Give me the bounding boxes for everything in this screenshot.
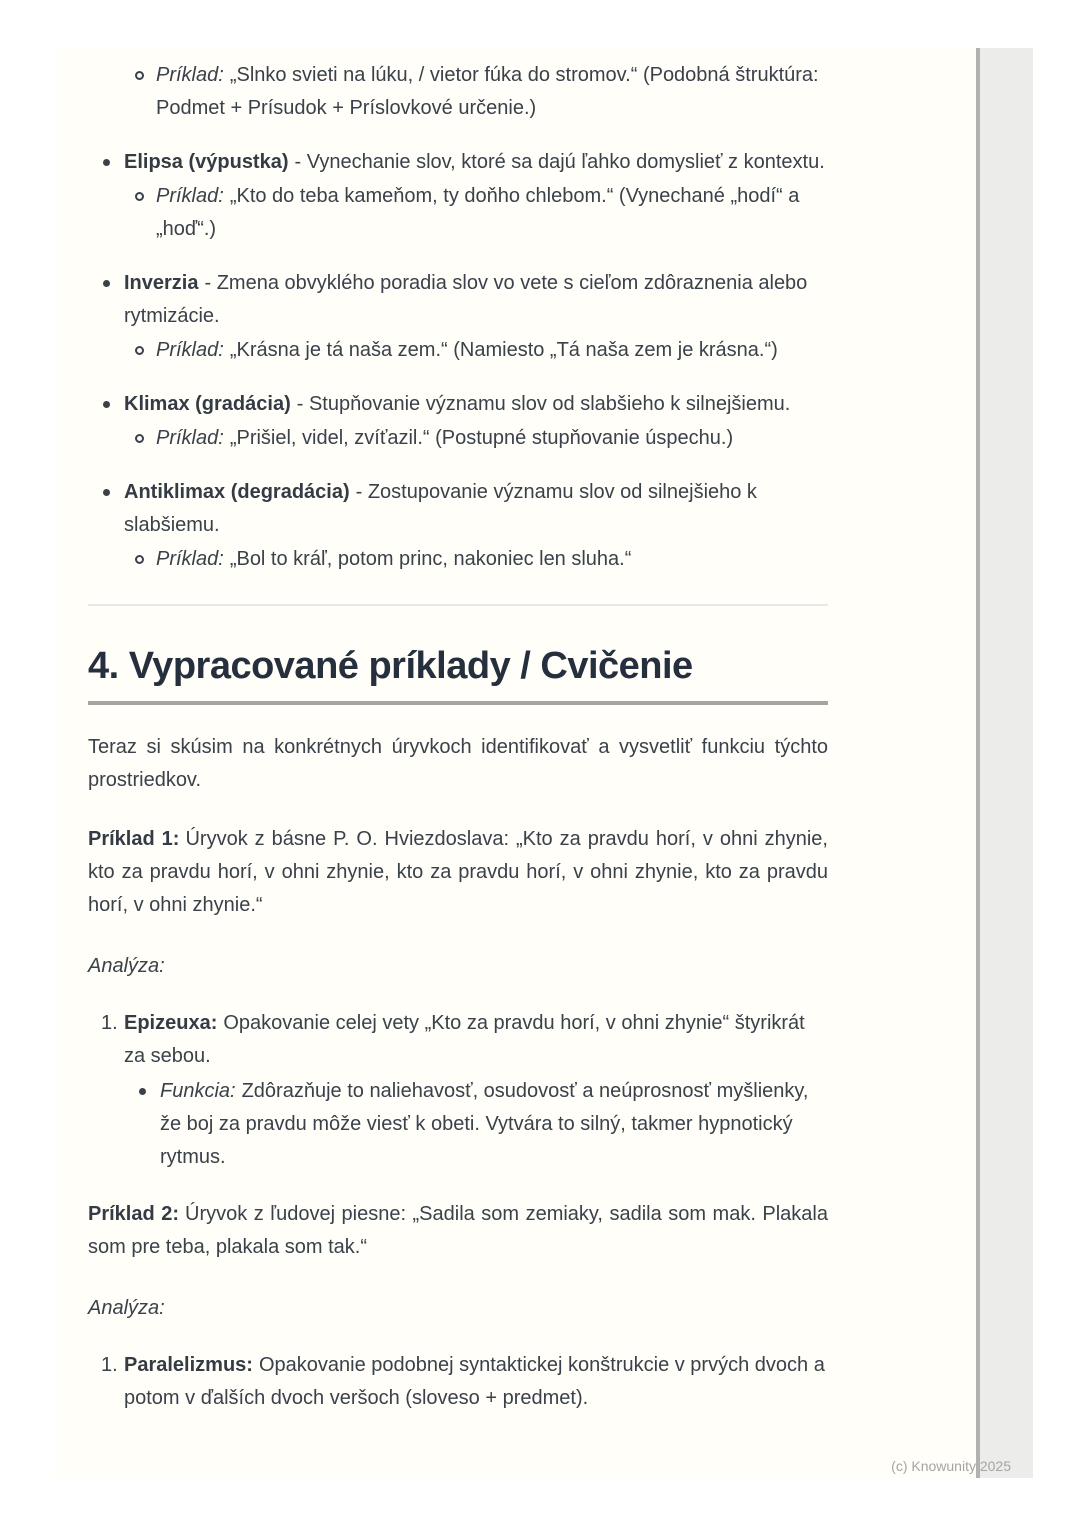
list-item	[88, 1075, 828, 1174]
list-item-text: - Zostupovanie významu slov od silnejšieho k slabšiemu.	[124, 481, 757, 536]
bullet-disc-icon	[103, 401, 110, 408]
example2-paragraph	[88, 1198, 828, 1264]
list-item-text: - Vynechanie slov, ktoré sa dajú ľahko domyslieť z kontextu.	[294, 151, 825, 173]
list-item	[88, 543, 828, 576]
section-heading: 4. Vypracované príklady / Cvičenie	[88, 644, 828, 705]
term-label: Klimax (gradácia)	[124, 393, 291, 415]
example-label: Príklad:	[156, 548, 224, 570]
list-item-text: „Slnko svieti na lúku, / vietor fúka do stromov.“ (Podobná štruktúra: Podmet + Prísudok + Príslovkové určenie.)	[156, 64, 819, 119]
list-item	[88, 476, 828, 542]
list-item	[88, 422, 828, 455]
list-item-text: „Kto do teba kameňom, ty doňho chlebom.“ (Vynechané „hodí“ a „hoď“.)	[156, 185, 800, 240]
term-label: Antiklimax (degradácia)	[124, 481, 350, 503]
bullet-disc-icon	[103, 489, 110, 496]
example-label: Príklad:	[156, 427, 224, 449]
bullet-disc-icon	[103, 280, 110, 287]
item-number: 1.	[101, 1012, 118, 1034]
list-item	[88, 267, 828, 333]
bullet-circle-icon	[135, 555, 144, 564]
list-item	[88, 180, 828, 246]
list-item	[88, 334, 828, 367]
numbered-item-text: Opakovanie celej vety „Kto za pravdu horí, v ohni zhynie“ štyrikrát za sebou.	[124, 1012, 805, 1067]
analysis2-label: Analýza:	[88, 1297, 165, 1319]
bullet-circle-icon	[135, 192, 144, 201]
example-label: Príklad:	[156, 64, 224, 86]
term-label: Paralelizmus:	[124, 1354, 253, 1376]
numbered-item	[88, 1349, 828, 1415]
list-item-text: Zdôrazňuje to naliehavosť, osudovosť a neúprosnosť myšlienky, že boj za pravdu môže viesť k obeti. Vytvára to silný, takmer hypnotický rytmus.	[160, 1080, 809, 1168]
bullet-disc-icon	[139, 1088, 146, 1095]
analysis2-list	[88, 1349, 828, 1415]
example2-label: Príklad 2:	[88, 1203, 179, 1225]
bullet-circle-icon	[135, 71, 144, 80]
list-item-text: „Prišiel, videl, zvíťazil.“ (Postupné stupňovanie úspechu.)	[229, 427, 734, 449]
example1-text: Úryvok z básne P. O. Hviezdoslava: „Kto za pravdu horí, v ohni zhynie, kto za pravdu horí, v ohni zhynie, kto za pravdu horí, v ohni zhynie, kto za pravdu horí, v ohni zhynie.“	[88, 828, 828, 916]
document-page	[55, 48, 1033, 1478]
document-content	[88, 48, 828, 1415]
analysis1-list	[88, 1007, 828, 1174]
example1-label: Príklad 1:	[88, 828, 180, 850]
bullet-circle-icon	[135, 434, 144, 443]
item-number: 1.	[101, 1354, 118, 1376]
copyright-watermark: (c) Knowunity 2025	[891, 1458, 1011, 1474]
list-item	[88, 146, 828, 179]
term-label: Epizeuxa:	[124, 1012, 218, 1034]
list-item-text: - Zmena obvyklého poradia slov vo vete s cieľom zdôraznenia alebo rytmizácie.	[124, 272, 808, 327]
list-item	[88, 59, 828, 125]
list-item-text: - Stupňovanie významu slov od slabšieho k silnejšiemu.	[296, 393, 791, 415]
bullet-disc-icon	[103, 159, 110, 166]
list-item	[88, 388, 828, 421]
bullet-circle-icon	[135, 346, 144, 355]
intro-paragraph: Teraz si skúsim na konkrétnych úryvkoch identifikovať a vysvetliť funkciu týchto prostriedkov.	[88, 736, 828, 791]
numbered-item-text: Opakovanie podobnej syntaktickej konštrukcie v prvých dvoch a potom v ďalších dvoch veršoch (sloveso + predmet).	[124, 1354, 825, 1409]
analysis1-label: Analýza:	[88, 955, 165, 977]
function-label: Funkcia:	[160, 1080, 236, 1102]
term-label: Elipsa (výpustka)	[124, 151, 289, 173]
example1-paragraph	[88, 823, 828, 922]
list-item-text: „Krásna je tá naša zem.“ (Namiesto „Tá naša zem je krásna.“)	[229, 339, 778, 361]
numbered-item	[88, 1007, 828, 1073]
example2-text: Úryvok z ľudovej piesne: „Sadila som zemiaky, sadila som mak. Plakala som pre teba, plakala som tak.“	[88, 1203, 828, 1258]
list-item-text: „Bol to kráľ, potom princ, nakoniec len sluha.“	[229, 548, 632, 570]
section-divider	[88, 604, 828, 606]
example-label: Príklad:	[156, 339, 224, 361]
term-label: Inverzia	[124, 272, 199, 294]
example-label: Príklad:	[156, 185, 224, 207]
scrollbar-track[interactable]	[976, 48, 1033, 1478]
